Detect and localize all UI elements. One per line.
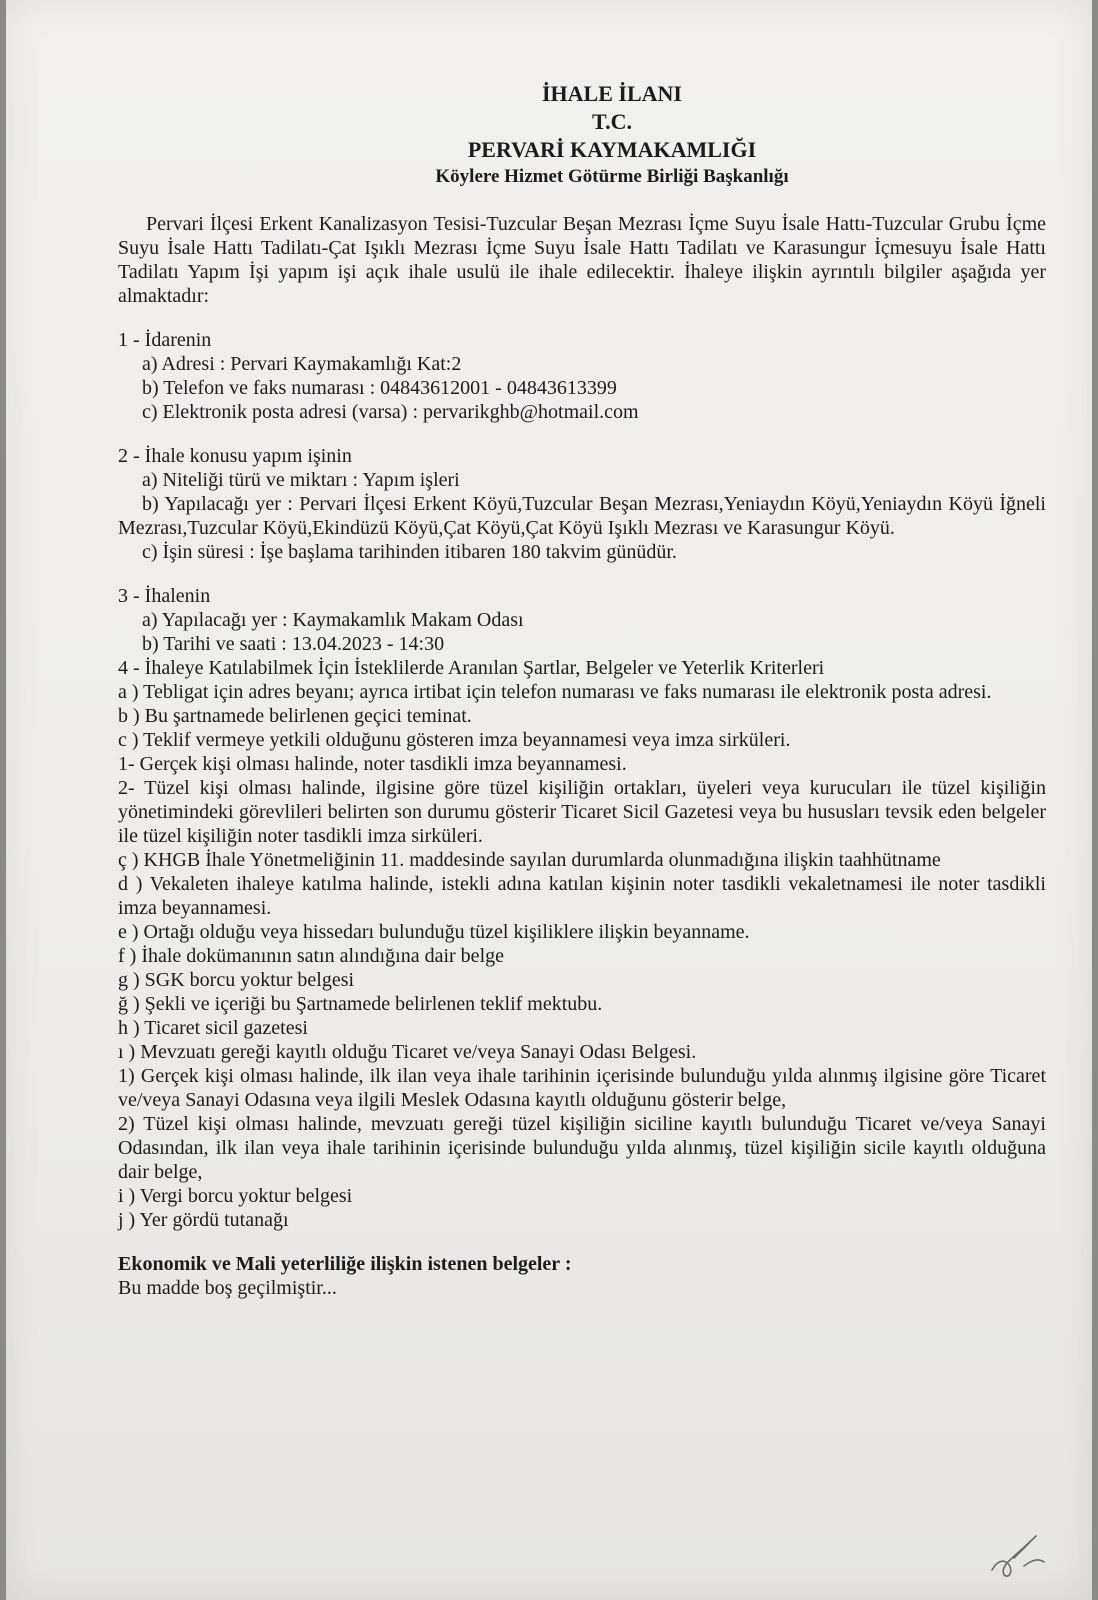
section-3-a: a) Yapılacağı yer : Kaymakamlık Makam Odası (142, 609, 524, 631)
section-1-title: 1 - İdarenin (118, 329, 212, 351)
section-2-title: 2 - İhale konusu yapım işinin (118, 445, 352, 467)
economic-title: Ekonomik ve Mali yeterliliğe ilişkin istenen belgeler : (118, 1253, 572, 1275)
section-2-b: b) Yapılacağı yer : Pervari İlçesi Erkent Köyü,Tuzcular Beşan Mezrası,Yeniaydın Köyü,Yeniaydın Köyü İğneli Mezrası,Tuzcular Köyü,Ekindüzü Köyü,Çat Köyü,Çat Köyü Işıklı Mezrası ve Karasungur Köyü. (118, 493, 1046, 539)
section-4-item: h ) Ticaret sicil gazetesi (118, 1017, 308, 1039)
section-4-item: i ) Vergi borcu yoktur belgesi (118, 1185, 353, 1207)
section-4-item: ı ) Mevzuatı gereği kayıtlı olduğu Ticaret ve/veya Sanayi Odası Belgesi. (118, 1041, 697, 1063)
document-header (118, 80, 1046, 190)
title-ihale-ilani: İHALE İLANI (542, 81, 682, 106)
section-4-item: c ) Teklif vermeye yetkili olduğunu gösteren imza beyannamesi veya imza sirküleri. (118, 729, 791, 751)
document-content (118, 80, 1046, 1300)
economic-section (118, 1252, 1046, 1300)
section-3-title: 3 - İhalenin (118, 585, 211, 607)
title-kaymakamlik: PERVARİ KAYMAKAMLIĞI (467, 137, 757, 162)
section-3-b: b) Tarihi ve saati : 13.04.2023 - 14:30 (142, 633, 445, 655)
section-2-c: c) İşin süresi : İşe başlama tarihinden itibaren 180 takvim günüdür. (142, 541, 677, 563)
section-4-item: 1- Gerçek kişi olması halinde, noter tasdikli imza beyannamesi. (118, 753, 627, 775)
section-1-a: a) Adresi : Pervari Kaymakamlığı Kat:2 (142, 353, 462, 375)
section-4-title: 4 - İhaleye Katılabilmek İçin İsteklilerde Aranılan Şartlar, Belgeler ve Yeterlik Kriterleri (118, 657, 825, 679)
section-4-item: f ) İhale dokümanının satın alındığına dair belge (118, 945, 504, 967)
section-1-b: b) Telefon ve faks numarası : 04843612001 - 04843613399 (142, 377, 617, 399)
section-2-a: a) Niteliği türü ve miktarı : Yapım işleri (142, 469, 460, 491)
economic-text: Bu madde boş geçilmiştir... (118, 1277, 337, 1299)
section-4-item: b ) Bu şartnamede belirlenen geçici teminat. (118, 705, 472, 727)
section-4-item: 2- Tüzel kişi olması halinde, ilgisine göre tüzel kişiliğin ortakları, üyeleri veya kurucuları ile tüzel kişiliğin yönetimindeki görevlileri belirten son durumu gösterir Ticaret Sicil Gazetesi veya bu hususları tevsik eden belgeler ile tüzel kişiliğin noter tasdikli imza sirküleri. (118, 777, 1046, 847)
section-2 (118, 444, 1046, 564)
section-4-item: j ) Yer gördü tutanağı (118, 1209, 289, 1231)
intro-paragraph: Pervari İlçesi Erkent Kanalizasyon Tesisi-Tuzcular Beşan Mezrası İçme Suyu İsale Hattı-Tuzcular Grubu İçme Suyu İsale Hattı Tadilatı-Çat Işıklı Mezrası İçme Suyu İsale Hattı Tadilatı ve Karasungur İçmesuyu İsale Hattı Tadilatı Yapım İşi yapım işi açık ihale usulü ile ihale edilecektir. İhaleye ilişkin ayrıntılı bilgiler aşağıda yer almaktadır: (118, 213, 1046, 307)
title-tc: T.C. (592, 109, 632, 134)
section-4 (118, 656, 1046, 1232)
document-page (6, 0, 1092, 1600)
section-4-item: ğ ) Şekli ve içeriği bu Şartnamede belirlenen teklif mektubu. (118, 993, 603, 1015)
section-4-item: 2) Tüzel kişi olması halinde, mevzuatı gereği tüzel kişiliğin siciline kayıtlı bulunduğu Ticaret ve/veya Sanayi Odasından, ilk ilan veya ihale tarihinin içerisinde bulunduğu yılda alınmış, tüzel kişiliğin sicile kayıtlı olduğuna dair belge, (118, 1113, 1046, 1183)
section-4-item: ç ) KHGB İhale Yönetmeliğinin 11. maddesinde sayılan durumlarda olunmadığına ilişkin taahhütname (118, 849, 941, 871)
title-birlik: Köylere Hizmet Götürme Birliği Başkanlığı (435, 166, 789, 187)
section-1 (118, 328, 1046, 424)
signature-mark-icon (984, 1522, 1054, 1582)
section-4-item: d ) Vekaleten ihaleye katılma halinde, istekli adına katılan kişinin noter tasdikli vekaletnamesi ile noter tasdikli imza beyannamesi. (118, 873, 1046, 919)
section-4-item: g ) SGK borcu yoktur belgesi (118, 969, 355, 991)
section-4-item: 1) Gerçek kişi olması halinde, ilk ilan veya ihale tarihinin içerisinde bulunduğu yılda alınmış ilgisine göre Ticaret ve/veya Sanayi Odasına veya ilgili Meslek Odasına kayıtlı olduğunu gösterir belge, (118, 1065, 1046, 1111)
section-3 (118, 584, 1046, 656)
section-4-item: e ) Ortağı olduğu veya hissedarı bulunduğu tüzel kişiliklere ilişkin beyanname. (118, 921, 750, 943)
section-4-item: a ) Tebligat için adres beyanı; ayrıca irtibat için telefon numarası ve faks numarası ile elektronik posta adresi. (118, 681, 992, 703)
section-1-c: c) Elektronik posta adresi (varsa) : pervarikghb@hotmail.com (142, 401, 639, 423)
document-body (118, 212, 1046, 1300)
